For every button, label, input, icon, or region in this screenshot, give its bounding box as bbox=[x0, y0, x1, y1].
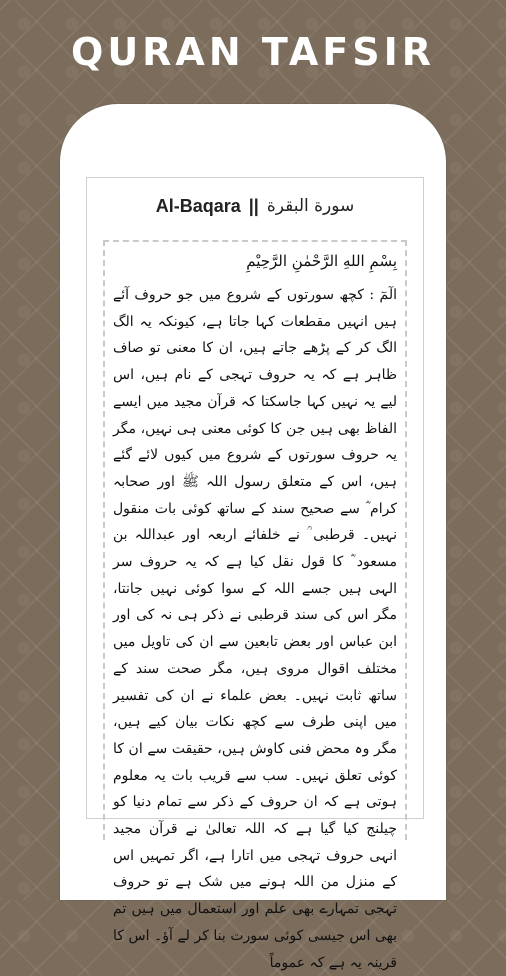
surah-name-arabic: سورة البقرة bbox=[266, 196, 355, 216]
app-screen bbox=[86, 177, 424, 971]
surah-name-english: Al-Baqara bbox=[155, 195, 241, 216]
phone-frame bbox=[60, 104, 446, 971]
title-separator: || bbox=[248, 195, 259, 216]
tafsir-paragraph: الٓمٓ : کچھ سورتوں کے شروع میں جو حروف آئے ہیں انہیں مقطعات کہا جاتا ہے، کیونکہ یہ الگ الگ کر کے پڑھے جاتے ہیں، ان کا معنی تو صاف ظاہر ہے کہ یہ حروف تہجی کے نام ہیں، اس لیے یہ نہیں کہا جاسکتا کہ قرآن مجید میں ایسے الفاظ بھی ہیں جن کا کوئی معنی ہی نہیں، مگر یہ حروف سورتوں کے شروع میں کیوں لائے گئے ہیں، اس کے متعلق رسول اللہ ﷺ اور صحابہ کرام ؓ سے صحیح سند کے ساتھ کوئی بات منقول نہیں۔ قرطبی ؒ نے خلفائے اربعہ اور عبداللہ بن مسعود ؓ کا قول نقل کیا ہے کہ یہ حروف سر الہی ہیں جسے اللہ کے سوا کوئی نہیں جانتا، مگر اس کی سند قرطبی نے ذکر ہی نہ کی اور ابن عباس اور بعض تابعین سے ان کی تاویل میں مختلف اقوال مروی ہیں، مگر صحت سند کے ساتھ ثابت نہیں۔ بعض علماء نے ان کی تفسیر میں اپنی طرف سے کچھ نکات بیان کیے ہیں، مگر وہ محض فنی کاوش ہیں، حقیقت سے ان کا کوئی تعلق نہیں۔ سب سے قریب بات یہ معلوم ہوتی ہے کہ ان حروف کے ذکر سے تمام دنیا کو چیلنج کیا گیا ہے کہ اللہ تعالیٰ نے قرآن مجید انہی حروف تہجی میں اتارا ہے، اگر تمہیں اس کے منزل من اللہ ہونے میں شک ہے تو حروف تہجی تمہارے بھی علم اور استعمال میں ہیں تم بھی اس جیسی کوئی سورت بنا کر لے آؤ۔ اس کا قرینہ یہ ہے کہ عموماً bbox=[113, 287, 397, 971]
bismillah: بِسْمِ اللهِ الرَّحْمٰنِ الرَّحِيْمِ bbox=[246, 252, 397, 270]
app-title: QURAN TAFSIR bbox=[71, 30, 435, 74]
tafsir-content[interactable] bbox=[103, 240, 407, 971]
surah-header bbox=[87, 178, 423, 228]
